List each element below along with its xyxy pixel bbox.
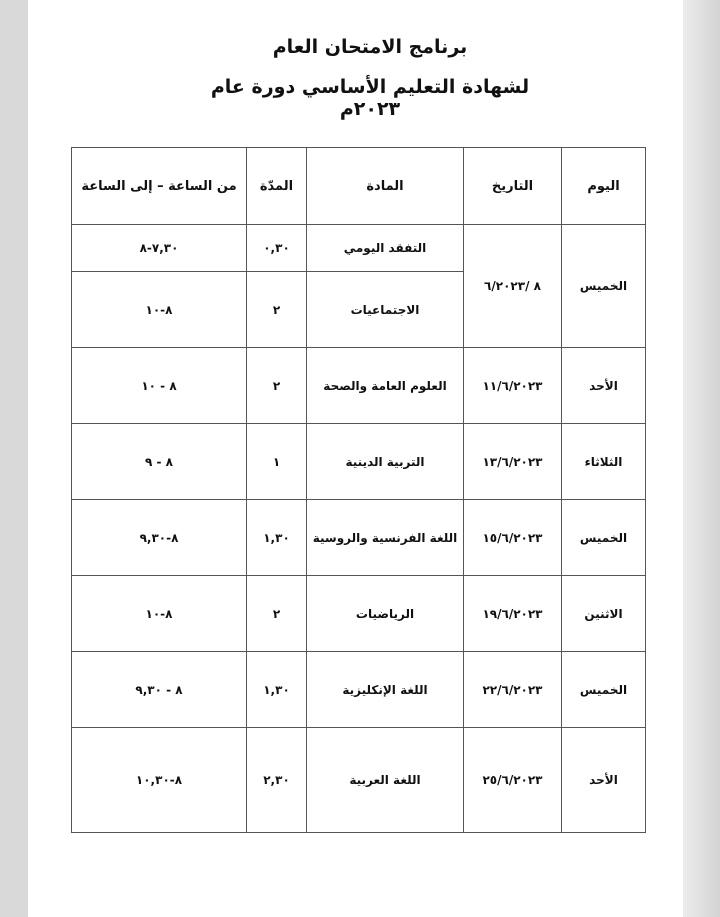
table-row [72, 225, 646, 272]
subject-cell: اللغة الإنكليزية [307, 652, 464, 728]
table-row [72, 348, 646, 424]
header-date: التاريخ [464, 148, 562, 225]
day-cell: الخميس [562, 500, 646, 576]
time-cell: ٨-١٠,٣٠ [72, 728, 247, 833]
duration-cell: ٢,٣٠ [247, 728, 307, 833]
time-cell: ٧,٣٠-٨ [72, 225, 247, 272]
table-row [72, 424, 646, 500]
date-cell: ١٣/٦/٢٠٢٣ [464, 424, 562, 500]
table-row [72, 728, 646, 833]
date-cell: ٨ /٦/٢٠٢٣ [464, 225, 562, 348]
header-day: اليوم [562, 148, 646, 225]
duration-cell: ١ [247, 424, 307, 500]
subject-cell: اللغة العربية [307, 728, 464, 833]
subject-cell: التفقد اليومي [307, 225, 464, 272]
time-cell: ٨-١٠ [72, 576, 247, 652]
time-cell: ٨ - ١٠ [72, 348, 247, 424]
time-cell: ٨ - ٩,٣٠ [72, 652, 247, 728]
time-cell: ٨-١٠ [72, 272, 247, 348]
header-subject: المادة [307, 148, 464, 225]
date-cell: ١٥/٦/٢٠٢٣ [464, 500, 562, 576]
duration-cell: ٢ [247, 576, 307, 652]
day-cell: الثلاثاء [562, 424, 646, 500]
duration-cell: ١,٣٠ [247, 500, 307, 576]
subject-cell: الرياضيات [307, 576, 464, 652]
exam-schedule-table [71, 147, 646, 833]
table-row [72, 576, 646, 652]
day-cell: الخميس [562, 652, 646, 728]
header-time: من الساعة – إلى الساعة [72, 148, 247, 225]
duration-cell: ٢ [247, 348, 307, 424]
document-title: برنامج الامتحان العام [272, 36, 468, 58]
duration-cell: ٢ [247, 272, 307, 348]
date-cell: ٢٥/٦/٢٠٢٣ [464, 728, 562, 833]
time-cell: ٨ - ٩ [72, 424, 247, 500]
date-cell: ١٩/٦/٢٠٢٣ [464, 576, 562, 652]
subject-cell: التربية الدينية [307, 424, 464, 500]
header-duration: المدّة [247, 148, 307, 225]
page-edge-shadow [683, 0, 720, 917]
document-subtitle: لشهادة التعليم الأساسي دورة عام ٢٠٢٣م [210, 76, 530, 120]
date-cell: ٢٢/٦/٢٠٢٣ [464, 652, 562, 728]
day-cell: الاثنين [562, 576, 646, 652]
subject-cell: العلوم العامة والصحة [307, 348, 464, 424]
subject-cell: الاجتماعيات [307, 272, 464, 348]
table-row [72, 500, 646, 576]
day-cell: الأحد [562, 348, 646, 424]
subject-cell: اللغة الفرنسية والروسية [307, 500, 464, 576]
time-cell: ٨-٩,٣٠ [72, 500, 247, 576]
table-row [72, 652, 646, 728]
day-cell: الخميس [562, 225, 646, 348]
table-header-row [72, 148, 646, 225]
date-cell: ١١/٦/٢٠٢٣ [464, 348, 562, 424]
duration-cell: ١,٣٠ [247, 652, 307, 728]
duration-cell: ٠,٣٠ [247, 225, 307, 272]
day-cell: الأحد [562, 728, 646, 833]
